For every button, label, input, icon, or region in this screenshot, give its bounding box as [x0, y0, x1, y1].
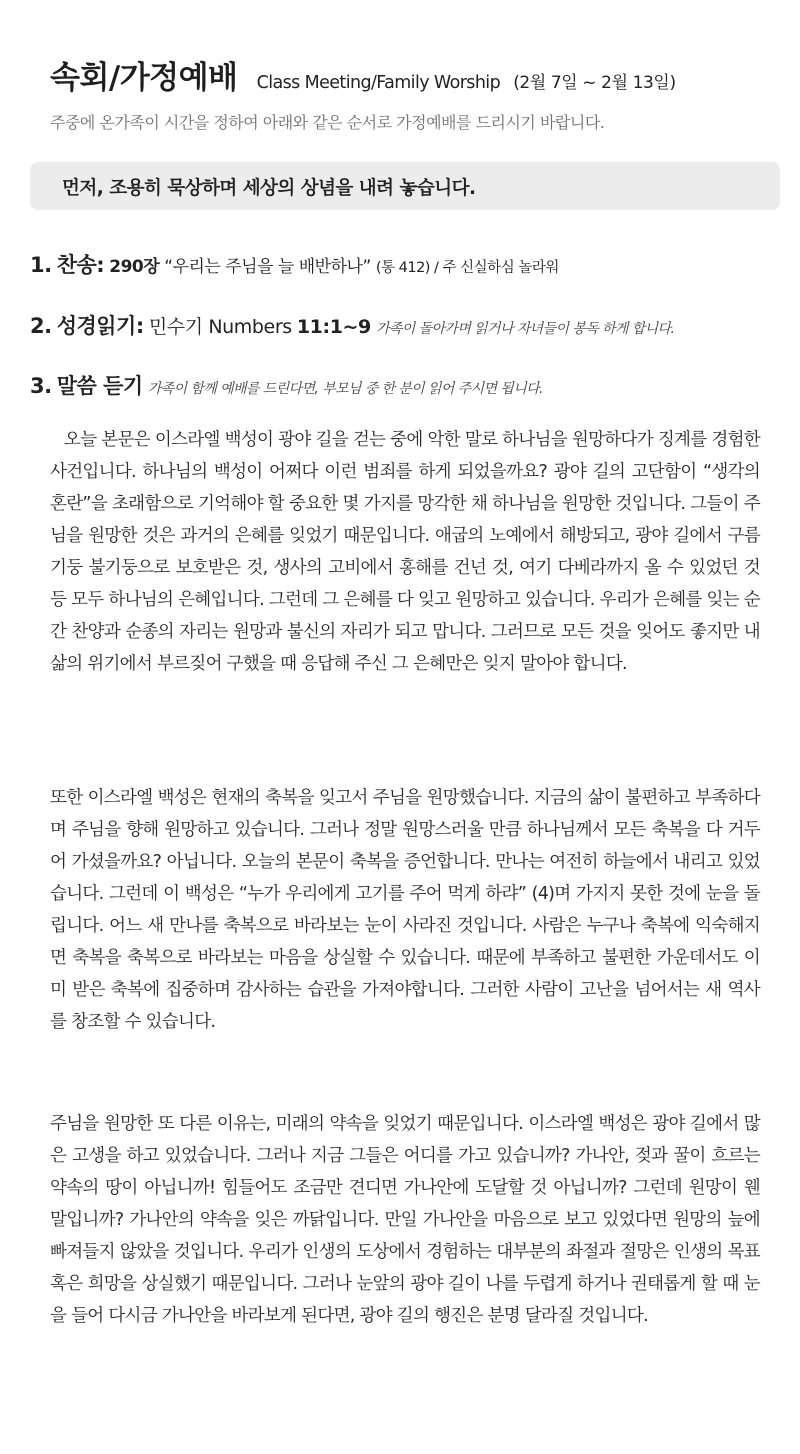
hymn-alternate: (통 412) / 주 신실하심 놀라워 — [375, 260, 559, 276]
step-sermon — [30, 370, 543, 400]
sermon-paragraph-1: 오늘 본문은 이스라엘 백성이 광야 길을 걷는 중에 악한 말로 하나님을 원망하다가 징계를 경험한 사건입니다. 하나님의 백성이 어쩌다 이런 범죄를 하게 되었을까요? 광야 길의 고단함이 “생각의 혼란”을 초래함으로 기억해야 할 중요한 몇 가지를 망각한 채 하나님을 원망한 것입니다. 그들이 주님을 원망한 것은 과거의 은혜를 잊었기 때문입니다. 애굽의 노예에서 해방되고, 광야 길에서 구름기둥 불기둥으로 보호받은 것, 생사의 고비에서 홍해를 건넌 것, 여기 다베라까지 올 수 있었던 것 등 모두 하나님의 은혜입니다. 그런데 그 은혜를 다 잊고 원망하고 있습니다. 우리가 은혜를 잊는 순간 찬양과 순종의 자리는 원망과 불신의 자리가 되고 맙니다. 그러므로 모든 것을 잊어도 좋지만 내 삶의 위기에서 부르짖어 구했을 때 응답해 주신 그 은혜만은 잊지 말아야 합니다. — [50, 430, 760, 674]
scripture-note: 가족이 돌아가며 읽거나 자녀들이 봉독 하게 합니다. — [375, 321, 675, 337]
sermon-paragraph-3: 주님을 원망한 또 다른 이유는, 미래의 약속을 잊었기 때문입니다. 이스라엘 백성은 광야 길에서 많은 고생을 하고 있었습니다. 그러나 지금 그들은 어디를 가고 있습니까? 가나안, 젖과 꿀이 흐르는 약속의 땅이 아닙니까! 힘들어도 조금만 견디면 가나안에 도달할 것 아닙니까? 그런데 원망이 웬 말입니까? 가나안의 약속을 잊은 까닭입니다. 만일 가나안을 마음으로 보고 있었다면 원망의 늪에 빠져들지 않았을 것입니다. 우리가 인생의 도상에서 경험하는 대부분의 좌절과 절망은 인생의 목표 혹은 희망을 상실했기 때문입니다. 그러나 눈앞의 광야 길이 나를 두렵게 하거나 권태롭게 할 때 눈을 들어 다시금 가나안을 바라보게 된다면, 광야 길의 행진은 분명 달라질 것입니다. — [50, 1114, 760, 1326]
step-label: 성경읽기: — [56, 314, 144, 338]
subtitle: 주중에 온가족이 시간을 정하여 아래와 같은 순서로 가정예배를 드리시기 바랍니다. — [50, 113, 605, 132]
sermon-note: 가족이 함께 예배를 드린다면, 부모님 중 한 분이 읽어 주시면 됩니다. — [147, 381, 543, 397]
meditation-notice-box: 먼저, 조용히 묵상하며 세상의 상념을 내려 놓습니다. — [30, 162, 780, 210]
hymn-title: “우리는 주님을 늘 배반하나” — [164, 257, 371, 277]
step-scripture — [30, 310, 674, 340]
hymn-number: 290장 — [109, 257, 160, 277]
step-hymn — [30, 249, 559, 279]
page-title: 속회/가정예배 — [50, 60, 238, 96]
step-number: 2. — [30, 314, 52, 338]
scripture-reference: 11:1~9 — [296, 316, 371, 338]
scripture-book: 민수기 Numbers — [148, 316, 292, 338]
english-title: Class Meeting/Family Worship — [256, 73, 501, 93]
step-label: 말씀 듣기 — [56, 374, 143, 398]
sermon-paragraph-2: 또한 이스라엘 백성은 현재의 축복을 잊고서 주님을 원망했습니다. 지금의 삶이 불편하고 부족하다며 주님을 향해 원망하고 있습니다. 그러나 정말 원망스러울 만큼 하나님께서 모든 축복을 다 거두어 가셨을까요? 아닙니다. 오늘의 본문이 축복을 증언합니다. 만나는 여전히 하늘에서 내리고 있었습니다. 그런데 이 백성은 “누가 우리에게 고기를 주어 먹게 하랴” (4)며 가지지 못한 것에 눈을 돌립니다. 어느 새 만나를 축복으로 바라보는 눈이 사라진 것입니다. 사람은 누구나 축복에 익숙해지면 축복을 축복으로 바라보는 마음을 상실할 수 있습니다. 때문에 부족하고 불편한 가운데서도 이미 받은 축복에 집중하며 감사하는 습관을 가져야합니다. 그러한 사람이 고난을 넘어서는 새 역사를 창조할 수 있습니다. — [50, 788, 760, 1032]
step-number: 1. — [30, 253, 52, 277]
title-row — [50, 52, 770, 97]
step-number: 3. — [30, 374, 52, 398]
step-label: 찬송: — [56, 253, 105, 277]
date-range: (2월 7일 ~ 2월 13일) — [513, 73, 676, 93]
